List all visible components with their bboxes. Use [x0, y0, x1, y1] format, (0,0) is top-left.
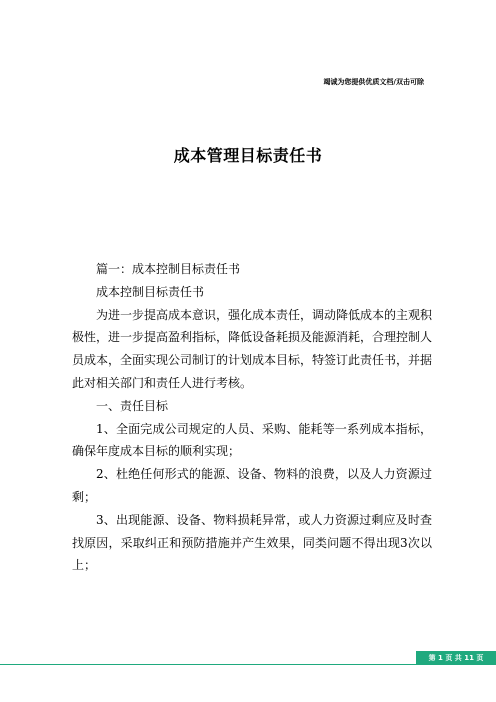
document-title: 成本管理目标责任书: [173, 146, 323, 165]
paragraph-section-heading: 篇一：成本控制目标责任书: [96, 262, 241, 276]
paragraph-item-3: 3、出现能源、设备、物料损耗异常，或人力资源过剩应及时查找原因，采取纠正和预防措施并产生效果，同类问题不得出现3次以上；: [72, 512, 432, 573]
paragraph-item-1: 1、全面完成公司规定的人员、采购、能耗等一系列成本指标，确保年度成本目标的顺利实现；: [72, 421, 432, 459]
paragraph-heading-goals: 一、责任目标: [96, 398, 169, 413]
paragraph-item-2: 2、杜绝任何形式的能源、设备、物料的浪费，以及人力资源过剩；: [72, 467, 432, 504]
header-note: 竭诚为您提供优质文档/双击可除: [323, 78, 424, 86]
document-body: [72, 258, 432, 577]
page-number-badge: 第 1 页 共 11 页: [416, 651, 496, 665]
paragraph-subtitle: 成本控制目标责任书: [96, 284, 205, 299]
paragraph-intro: 为进一步提高成本意识，强化成本责任，调动降低成本的主观积极性，进一步提高盈利指标，降低设备耗损及能源消耗，合理控制人员成本，全面实现公司制订的计划成本目标，特签订此责任书，并据此对相关部门和责任人进行考核。: [72, 307, 433, 390]
